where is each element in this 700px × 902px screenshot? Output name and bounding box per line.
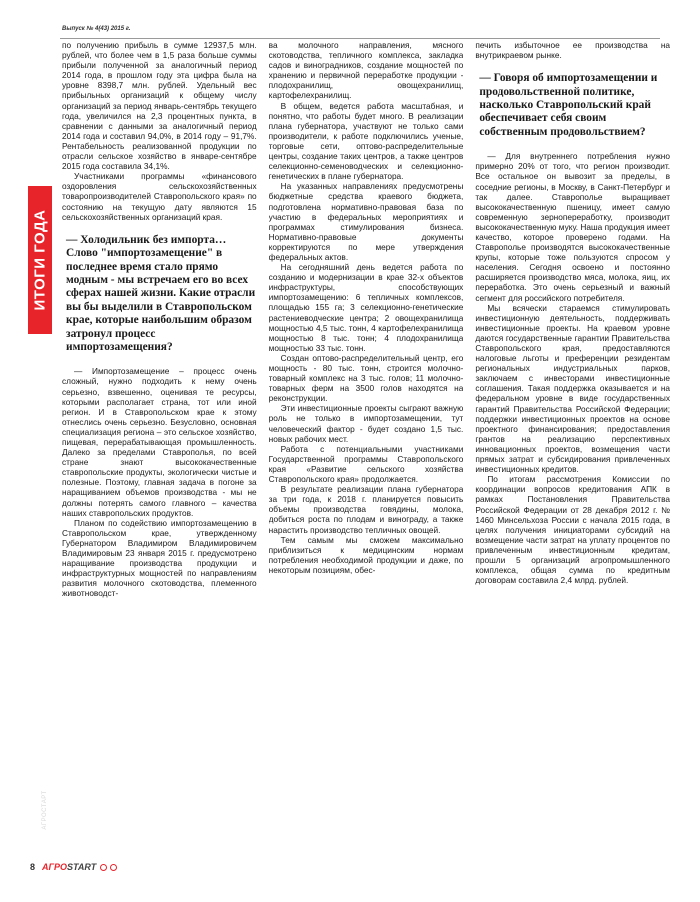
body-paragraph: Тем самым мы сможем максимально приблизиться к медицинским нормам потребления необходимой продукции и даже, по некоторым позициям, обес- (268, 534, 464, 575)
interview-question: — Говоря об импортозамещении и продовольственной политике, насколько Ставропольский край обеспечивает себя своим собственным продовольствием? (479, 72, 658, 138)
body-paragraph: ва молочного направления, мясного скотоводства, тепличного комплекса, закладка садов и виноградников, создание мощностей по хранению и первичной переработке продукции - плодохранилищ, овощехранилищ, картофелехранилищ. (268, 40, 464, 101)
brand-logo-part-1: АГРО (42, 862, 68, 872)
page-footer (30, 862, 660, 876)
body-paragraph: Мы всячески стараемся стимулировать инвестиционную деятельность, поддерживать инвестиционные проекты. На краевом уровне даются государственные гарантии Правительства Ставропольского края, предоставляются налоговые льготы и преференции резидентам региональных индустриальных парков, заключаем с инвесторами инвестиционные соглашения. Такая поддержка оказывается и на федеральном уровне в виде государственных гарантий Правительства Российской Федерации; поддержки инвестиционных проектов на основе проектного финансирования; предоставления грантов на реализацию перспективных инновационных проектов, возмещения части прямых затрат и субсидирования привлеченных инвестиционных кредитов. (475, 302, 671, 475)
footer-circles-icon (100, 864, 117, 871)
circle-icon (100, 864, 107, 871)
circle-icon (110, 864, 117, 871)
body-paragraph: Планом по содействию импортозамещению в Ставропольском крае, утвержденному Губернатором Владимиром Владимировичем Владимировым 23 января 2015 г. предусмотрено наращивание производства продукции и инфраструктурных мощностей по направлениям развития молочного скотоводства, племенного животноводст- (62, 517, 257, 599)
section-label: ИТОГИ ГОДА (31, 209, 49, 311)
side-logo-watermark (40, 770, 50, 850)
body-paragraph: по получению прибыль в сумме 12937,5 млн. рублей, что более чем в 1,5 раза больше суммы прибыли полученной за аналогичный период 2014 года, в прошлом году эта цифра была на уровне 8398,7 млн. рублей. Удельный вес прибыльных организаций к общему числу организаций за период январь-сентябрь текущего года, увеличился на 2,3 процентных пункта, в сравнении с данными за аналогичный период 2014 года и составил 94,0%, в 2014 году – 91,7%. Рентабельность реализованной продукции по отрасли сельское хозяйство в январе-сентябре 2015 года составила 34,1%. (62, 40, 257, 172)
section-label-band (28, 186, 52, 334)
column-2 (269, 40, 464, 860)
column-1 (62, 40, 257, 860)
body-paragraph: Участниками программы «финансового оздоровления сельскохозяйственных товаропроизводителей Ставропольского края» по состоянию на текущую дату являются 15 сельскохозяйственных организаций края. (62, 171, 257, 222)
brand-logo (42, 862, 96, 872)
body-paragraph: По итогам рассмотрения Комиссии по координации вопросов кредитования АПК в рамках Постановления Правительства Российской Федерации от 28 декабря 2012 г. № 1460 Минсельхоза России с начала 2015 года, в целях получения инициаторами субсидий на возмещение части затрат на уплату процентов по привлеченным инвестиционным кредитам, прошли 5 организаций агропромышленного комплекса, общая сумма по кредитным договорам составила 2,4 млрд. рублей. (475, 474, 671, 586)
body-paragraph: В результате реализации плана губернатора за три года, к 2018 г. планируется повысить объемы производства говядины, молока, добиться роста по плодам и винограду, а также нарастить производство тепличных овощей. (268, 484, 464, 535)
body-paragraph: — Импортозамещение – процесс очень сложный, нужно подходить к нему очень серьезно, взвешенно, оценивая те ресурсы, которыми располагает страна, тот или иной регион. И в Ставропольском крае к этому отнеслись очень серьезно. Безусловно, основная специализация региона – это сельское хозяйство, пищевая, перерабатывающая промышленность. Далеко за пределами Ставрополья, по всей стране знают высококачественные ставропольские продукты, экологически чистые и полезные. Поэтому, главная задача в погоне за наращиванием объемов производства - мы не должны потерять самого главного – качества наших ставропольских продуктов. (62, 366, 257, 518)
column-3 (475, 40, 670, 860)
body-paragraph: Работа с потенциальными участниками Государственной программы Ставропольского края «Развитие сельского хозяйства Ставропольского края» продолжается. (268, 443, 464, 485)
body-paragraph: На сегодняшний день ведется работа по созданию и модернизации в крае 32-х объектов инфраструктуры, способствующих импортозамещению: 6 тепличных комплексов, площадью 155 га; 3 селекционно-генетические растениеводческие центра; 2 овощехранилища мощностью 4,5 тыс. тонн, 4 картофелехранилища мощностью 8 тыс. тонн; 4 плодохранилища мощностью 33 тыс. тонн. (268, 262, 464, 353)
article-columns (62, 40, 670, 860)
body-paragraph: На указанных направлениях предусмотрены бюджетные средства краевого бюджета, подготовлена нормативно-правовая база по участию в федеральных мероприятиях и программах стимулирования бизнеса. Нормативно-правовые документы корректируются по мере утверждения федеральных актов. (268, 181, 464, 262)
header-rule (60, 38, 660, 39)
body-paragraph: В общем, ведется работа масштабная, и понятно, что работы будет много. В реализации плана губернатора, участвуют не только сами производители, к работе подключились ученые, торговые сети, оптово-распределительные центры, создание таких центров, а также центров селекционно-семеноводческих и селекционно-генетических в плане губернатора. (268, 100, 464, 182)
body-paragraph: печить избыточное ее производства на внутрикраевом рынке. (475, 40, 671, 61)
body-paragraph: — Для внутреннего потребления нужно примерно 20% от того, что регион производит. Все остальное он вывозит за пределы, в соседние регионы, в Москву, в Санкт-Петербург и так далее. Ставрополье выращивает высококачественную пшеницу, имеет самую современную зернопереработку, производит высококачественную муку. Наша продукция имеет качество, которое проверено годами. На Ставрополье производятся высококачественные крупы, которые тоже пользуются спросом у населения. Сегодня освоено и постоянно расширяется производство мяса, молока, яиц, их переработка. Это очень серьезный и важный сегмент для российского потребителя. (475, 151, 671, 303)
interview-question: — Холодильник без импорта… Слово "импортозамещение" в последнее время стало прямо модным - мы встречаем его во всех сферах нашей жизни. Какие отрасли вы бы выделили в Ставропольском крае, которые наибольшим образом затронул процесс импортозамещения? (66, 233, 256, 353)
body-paragraph: Эти инвестиционные проекты сыграют важную роль не только в импортозамещении, тут человеческий фактор - будет создано 1,5 тыс. новых рабочих мест. (268, 403, 464, 444)
body-paragraph: Создан оптово-распределительный центр, его мощность - 80 тыс. тонн, строится молочно-товарный комплекс на 3 тыс. голов; 11 молочно-товарных ферм на 3500 голов находятся на реконструкции. (268, 352, 464, 404)
side-logo-text: АГРОСТАРТ (42, 790, 48, 830)
brand-logo-part-2: START (67, 862, 97, 872)
issue-number: Выпуск № 4(43) 2015 г. (62, 26, 131, 32)
page-number: 8 (30, 862, 36, 872)
